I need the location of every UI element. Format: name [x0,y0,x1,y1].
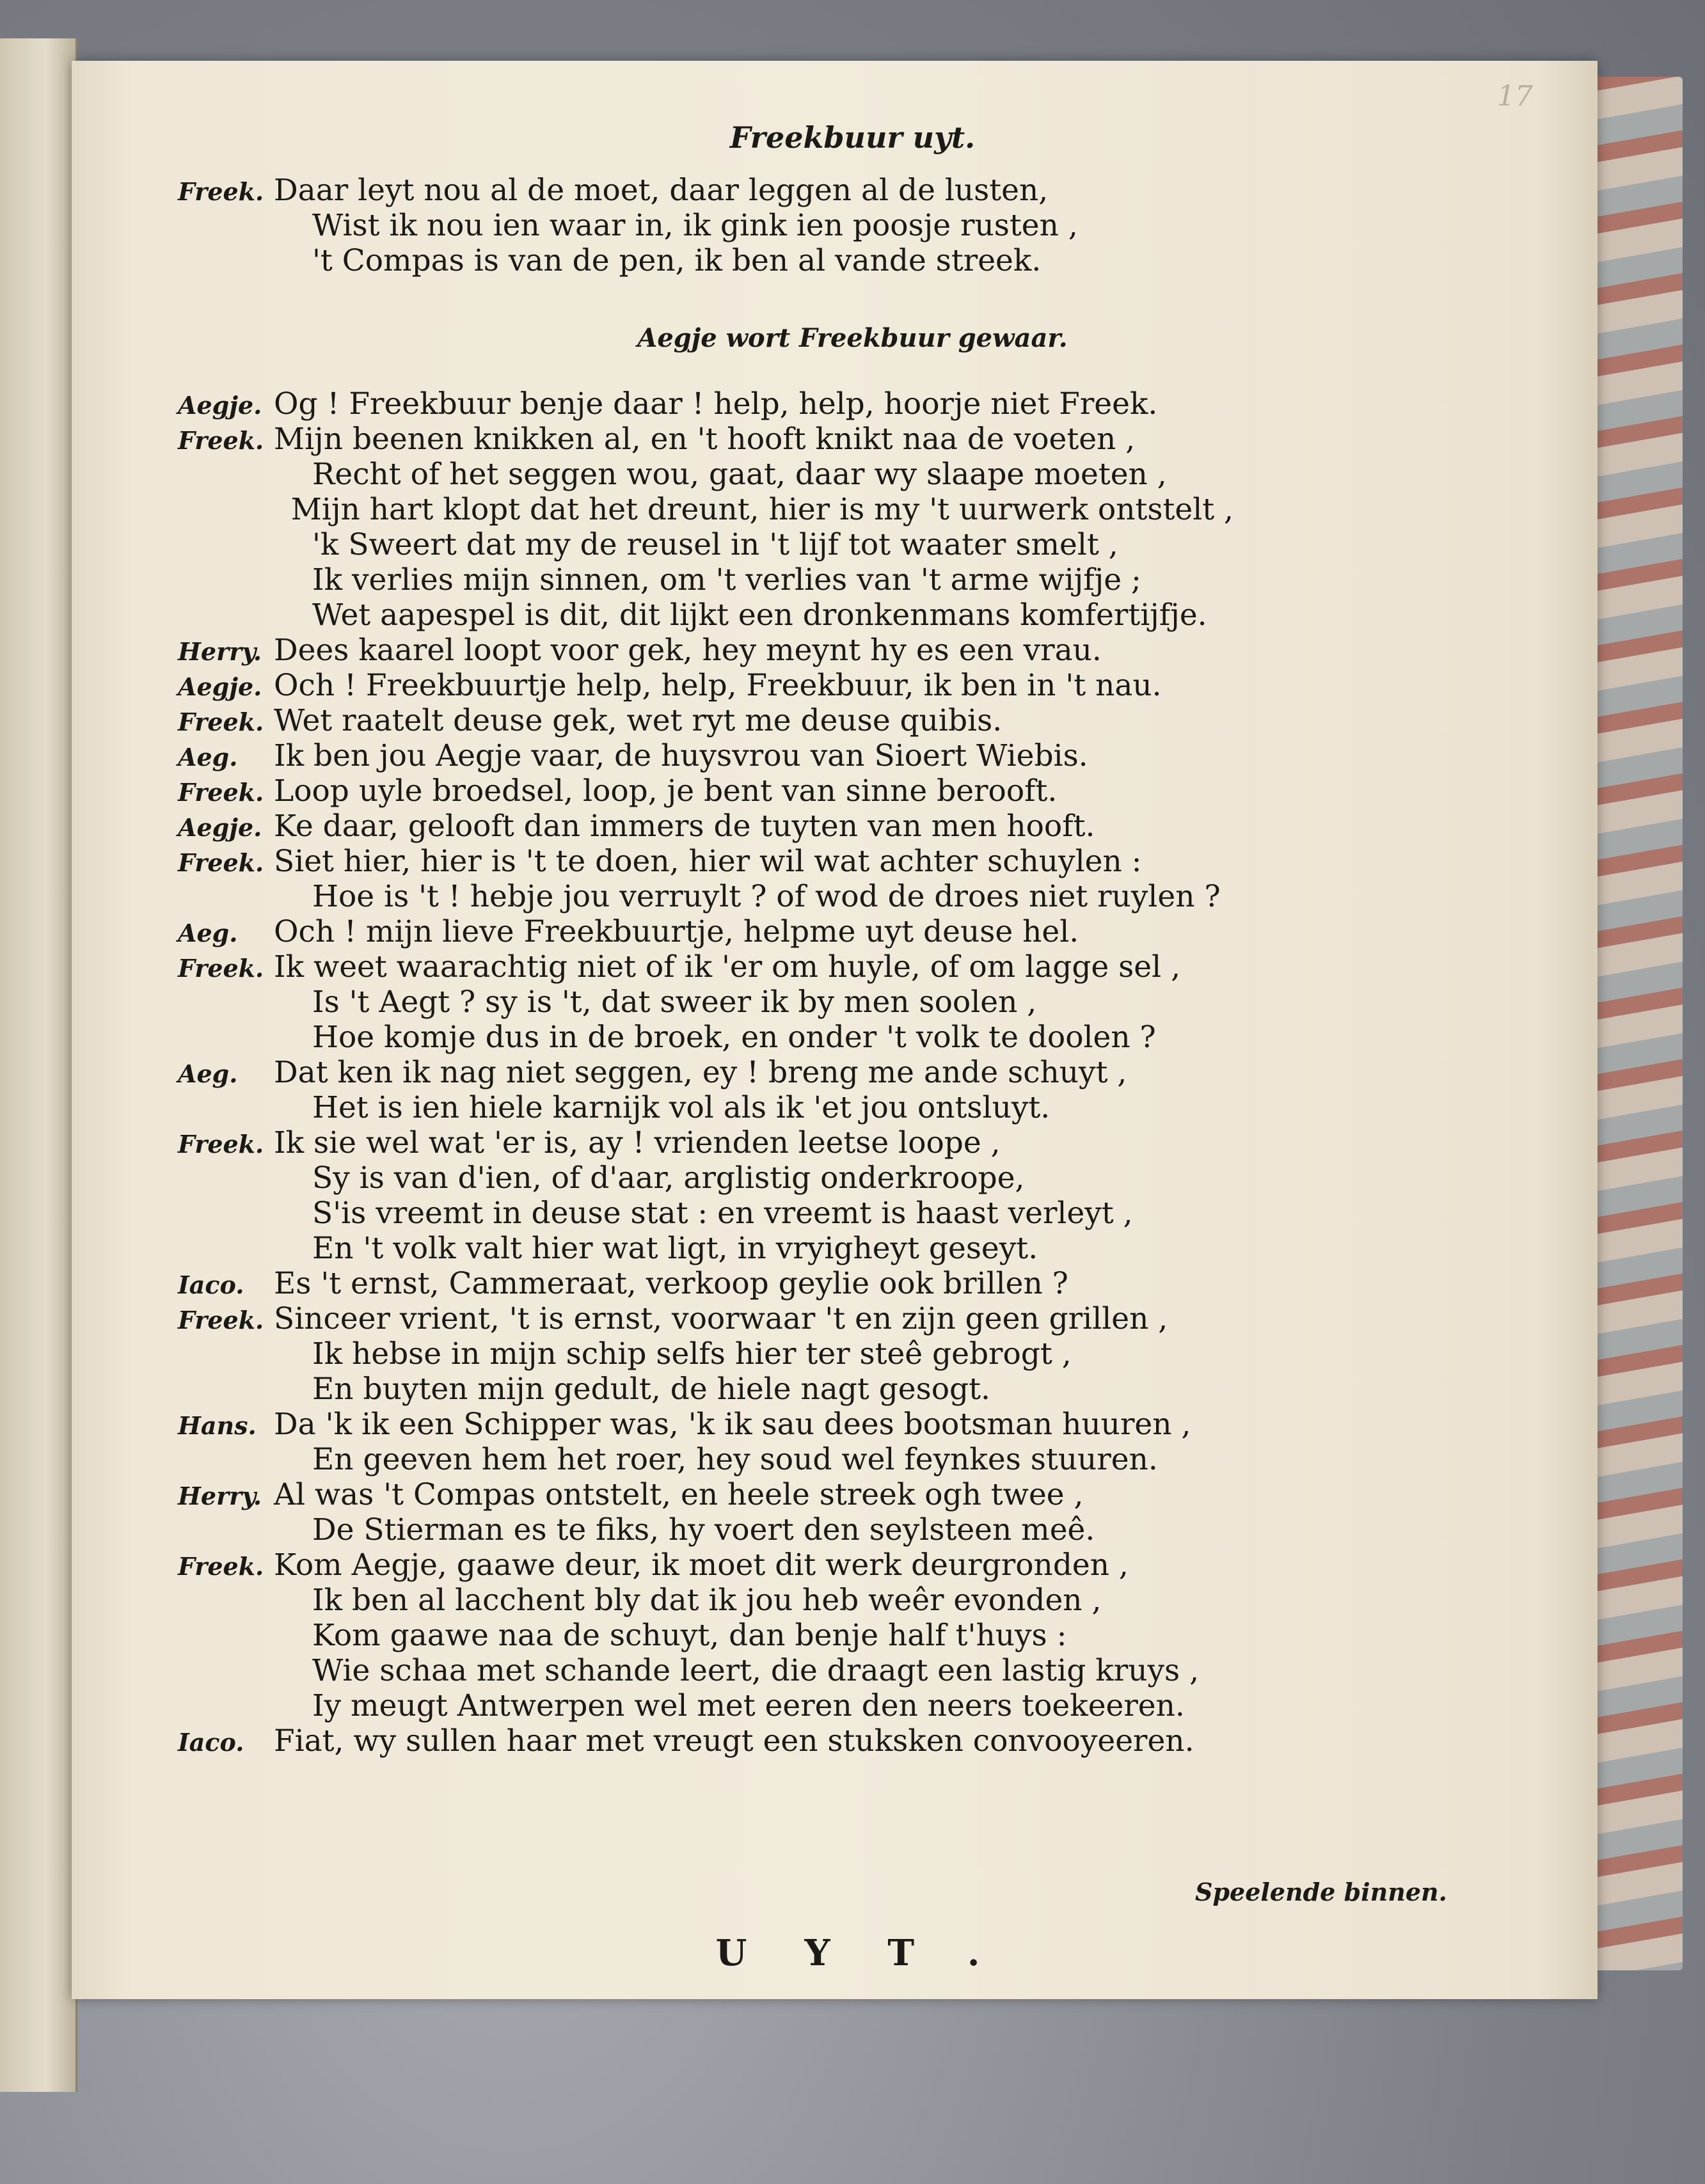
verse-line [178,562,1233,597]
verse-line [178,1583,1233,1618]
speaker-label: Freek. [178,1130,264,1159]
verse-text: En geeven hem het roer, hey soud wel feynkes stuuren. [312,1442,1158,1477]
speaker-label: Aegje. [178,391,262,420]
verse-text: Ik sie wel wat 'er is, ay ! vrienden leetse loope , [274,1125,1001,1160]
verse-line [178,914,1233,949]
verse-text: 'k Sweert dat my de reusel in 't lijf tot waater smelt , [312,527,1118,562]
verse-line [178,844,1233,879]
verse-line [178,1372,1233,1407]
verse-text: En 't volk valt hier wat ligt, in vryigheyt geseyt. [312,1231,1038,1266]
speaker-label: Iaco. [178,1270,244,1299]
verse-line [178,1618,1233,1653]
verse-line [178,1020,1233,1055]
verse-line [178,1231,1233,1266]
verse-text: Wist ik nou ien waar in, ik gink ien poosje rusten , [312,208,1078,243]
verse-line [178,668,1233,703]
verse-text: Iy meugt Antwerpen wel met eeren den neers toekeeren. [312,1688,1185,1723]
verse-text: Ik hebse in mijn schip selfs hier ter steê gebrogt , [312,1336,1072,1372]
verse-line [178,1653,1233,1688]
verse-line [178,1196,1233,1231]
verse-text: Och ! mijn lieve Freekbuurtje, helpme uyt deuse hel. [274,914,1079,949]
verse-text: Ik ben jou Aegje vaar, de huysvrou van Sioert Wiebis. [274,738,1088,773]
verse-line [178,703,1233,738]
verse-text: Het is ien hiele karnijk vol als ik 'et jou ontsluyt. [312,1090,1051,1125]
verse-text: Wet aapespel is dit, dit lijkt een dronkenmans komfertijfje. [312,597,1207,633]
verse-text: Dees kaarel loopt voor gek, hey meynt hy es een vrau. [274,633,1102,668]
verse-text: Dat ken ik nag niet seggen, ey ! breng me ande schuyt , [274,1055,1127,1090]
verse-line [178,1336,1233,1372]
verse-line [178,1090,1233,1125]
verse-text: Is 't Aegt ? sy is 't, dat sweer ik by men soolen , [312,985,1037,1020]
verse-line [178,879,1233,914]
verse-block-top [178,173,1233,278]
verse-text: De Stierman es te fiks, hy voert den seylsteen meê. [312,1512,1095,1547]
verse-line [178,527,1233,562]
verse-text: Ke daar, gelooft dan immers de tuyten van men hooft. [274,809,1095,844]
verse-line [178,243,1233,278]
verse-line [178,738,1233,773]
verse-text: Da 'k ik een Schipper was, 'k ik sau dees bootsman huuren , [274,1407,1191,1442]
verse-line [178,949,1233,985]
verse-line [178,1266,1233,1301]
side-note: Speelende binnen. [1195,1878,1447,1906]
verse-line [178,422,1233,457]
verse-text: Ik verlies mijn sinnen, om 't verlies van 't arme wijfje ; [312,562,1141,597]
verse-line [178,208,1233,243]
verse-line [178,1301,1233,1336]
verse-text: Og ! Freekbuur benje daar ! help, help, hoorje niet Freek. [274,386,1158,422]
folio-mark: 17 [1497,80,1533,113]
verse-text: Mijn hart klopt dat het dreunt, hier is my 't uurwerk ontstelt , [290,492,1233,527]
verse-line [178,173,1233,208]
speaker-label: Freek. [178,1552,264,1581]
verse-line [178,633,1233,668]
verse-block-main [178,386,1233,1759]
verse-text: Ik ben al lacchent bly dat ik jou heb weêr evonden , [312,1583,1102,1618]
verse-text: 't Compas is van de pen, ik ben al vande streek. [312,243,1042,278]
speaker-label: Aeg. [178,743,238,772]
verse-text: Och ! Freekbuurtje help, help, Freekbuur, ik ben in 't nau. [274,668,1162,703]
stage-direction: Aegje wort Freekbuur gewaar. [637,323,1068,353]
speaker-label: Iaco. [178,1728,244,1757]
finis-mark: UYT. [715,1932,1038,1974]
speaker-label: Freek. [178,177,264,206]
verse-text: Es 't ernst, Cammeraat, verkoop geylie ook brillen ? [274,1266,1068,1301]
running-head: Freekbuur uyt. [729,120,976,155]
verse-line [178,386,1233,422]
verse-text: Recht of het seggen wou, gaat, daar wy slaape moeten , [312,457,1167,492]
verse-line [178,1055,1233,1090]
speaker-label: Herry. [178,1482,262,1510]
verse-line [178,597,1233,633]
speaker-label: Freek. [178,954,264,983]
verse-line [178,773,1233,809]
verse-line [178,1407,1233,1442]
verse-text: Wie schaa met schande leert, die draagt een lastig kruys , [312,1653,1200,1688]
verse-line [178,1125,1233,1160]
verse-line [178,985,1233,1020]
speaker-label: Freek. [178,778,264,807]
verse-text: En buyten mijn gedult, de hiele nagt gesogt. [312,1372,990,1407]
verse-text: Hoe is 't ! hebje jou verruylt ? of wod de droes niet ruylen ? [312,879,1221,914]
speaker-label: Aegje. [178,672,262,701]
verse-text: Ik weet waarachtig niet of ik 'er om huyle, of om lagge sel , [274,949,1181,985]
verse-text: Daar leyt nou al de moet, daar leggen al de lusten, [274,173,1049,208]
verse-text: Sy is van d'ien, of d'aar, arglistig onderkroope, [312,1160,1025,1196]
verse-text: S'is vreemt in deuse stat : en vreemt is haast verleyt , [312,1196,1133,1231]
verse-text: Sinceer vrient, 't is ernst, voorwaar 't en zijn geen grillen , [274,1301,1168,1336]
speaker-label: Freek. [178,1306,264,1334]
speaker-label: Freek. [178,708,264,736]
speaker-label: Aeg. [178,1059,238,1088]
speaker-label: Hans. [178,1411,257,1440]
verse-line [178,1160,1233,1196]
verse-text: Hoe komje dus in de broek, en onder 't volk te doolen ? [312,1020,1156,1055]
verse-text: Kom gaawe naa de schuyt, dan benje half t'huys : [312,1618,1067,1653]
verse-line [178,1723,1233,1759]
speaker-label: Herry. [178,637,262,666]
verse-text: Siet hier, hier is 't te doen, hier wil wat achter schuylen : [274,844,1142,879]
verse-text: Loop uyle broedsel, loop, je bent van sinne berooft. [274,773,1058,809]
verse-line [178,1688,1233,1723]
verse-text: Fiat, wy sullen haar met vreugt een stuksken convooyeeren. [274,1723,1194,1759]
verse-line [178,809,1233,844]
verse-text: Mijn beenen knikken al, en 't hooft knikt naa de voeten , [274,422,1136,457]
verse-line [178,1442,1233,1477]
verse-line [178,1477,1233,1512]
verse-text: Al was 't Compas ontstelt, en heele streek ogh twee , [274,1477,1084,1512]
verse-text: Kom Aegje, gaawe deur, ik moet dit werk deurgronden , [274,1547,1129,1583]
verse-text: Wet raatelt deuse gek, wet ryt me deuse quibis. [274,703,1003,738]
verse-line [178,1512,1233,1547]
speaker-label: Aegje. [178,813,262,842]
verse-line [178,492,1233,527]
verse-line [178,1547,1233,1583]
speaker-label: Aeg. [178,919,238,947]
speaker-label: Freek. [178,426,264,455]
speaker-label: Freek. [178,848,264,877]
verse-line [178,457,1233,492]
